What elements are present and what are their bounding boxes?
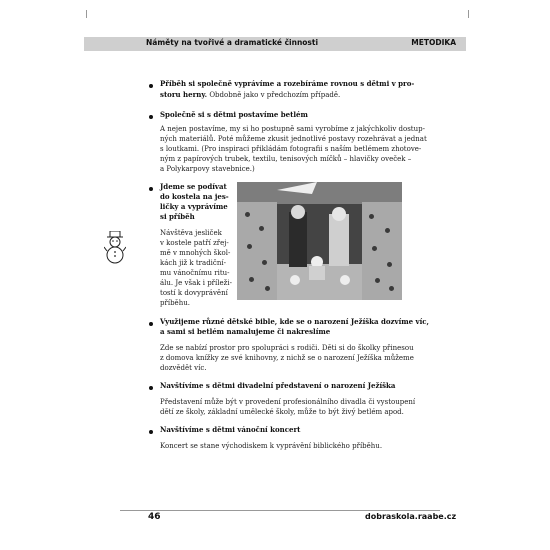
item3-body-line: tostí k dovyprávění: [160, 289, 228, 297]
bullet: [149, 430, 153, 434]
item5-body-line: dětí ze školy, základní umělecké školy, může to být živý betlém apod.: [160, 408, 404, 416]
item3-body-line: v kostele patří zřej-: [160, 239, 229, 247]
bullet: [149, 386, 153, 390]
footer-website-link[interactable]: dobraskola.raabe.cz: [365, 512, 457, 521]
item3-heading-line: si příběh: [160, 212, 195, 221]
item4-body-line: dozvědět víc.: [160, 364, 207, 372]
item3-body-line: Návštěva jesliček: [160, 229, 222, 237]
item3-body-line: álu. Je však i příleži-: [160, 279, 232, 287]
item2-body-line: a Polykarpovy stavebnice.): [160, 165, 255, 173]
item1-heading-line1: Příběh si společně vyprávíme a rozebíráme rovnou s dětmi v pro-: [160, 79, 415, 88]
item2-body-line: A nejen postavíme, my si ho postupně sami vyrobíme z jakýchkoliv dostup-: [160, 125, 425, 133]
header-section: METODIKA: [411, 38, 456, 47]
item3-heading-line: Jdeme se podívat: [160, 182, 227, 191]
page-number: 46: [148, 512, 161, 522]
snowman-icon: [104, 231, 126, 265]
item2-heading: Společně si s dětmi postavíme betlém: [160, 110, 308, 119]
item2-body-line: s loutkami. (Pro inspiraci přikládám fotografii s naším betlémem zhotove-: [160, 145, 422, 153]
item2-body-line: ných materiálů. Poté můžeme zkusit jednotlivé postavy rozehrávat a jednat: [160, 135, 427, 143]
footer-rule: [120, 510, 440, 511]
bullet: [149, 115, 153, 119]
item3-body-line: mě v mnohých škol-: [160, 249, 231, 257]
crop-mark-left: [78, 10, 87, 18]
item3-heading-line: do kostela na jes-: [160, 192, 229, 201]
item3-body-line: příběhu.: [160, 299, 190, 307]
nativity-photo: [237, 182, 402, 300]
bullet: [149, 187, 153, 191]
item3-body-line: kách již k tradiční-: [160, 259, 226, 267]
bullet: [149, 322, 153, 326]
item2-body-line: ným z papírových trubek, textilu, tenisových míčků – hlavičky oveček –: [160, 155, 412, 163]
item4-body-line: z domova knížky ze své knihovny, z nichž se o narození Ježíška můžeme: [160, 354, 414, 362]
page-header: [84, 37, 466, 51]
item3-body-line: mu vánočnímu ritu-: [160, 269, 230, 277]
bullet: [149, 84, 153, 88]
crop-mark-right: [468, 10, 477, 18]
item3-heading-line: ličky a vyprávíme: [160, 202, 228, 211]
header-title: Náměty na tvořivé a dramatické činnosti: [146, 38, 319, 47]
item1-heading-end: storu herny.: [160, 90, 208, 99]
item4-heading-line: a sami si betlém namalujeme či nakreslíme: [160, 327, 331, 336]
item1-body: Obdobně jako v předchozím případě.: [207, 91, 341, 99]
item4-body-line: Zde se nabízí prostor pro spolupráci s rodiči. Děti si do školky přinesou: [160, 344, 414, 352]
item4-heading-line: Využijeme různé dětské bible, kde se o narození Ježíška dozvíme víc,: [160, 317, 429, 326]
item5-heading: Navštívíme s dětmi divadelní představení o narození Ježíška: [160, 381, 396, 390]
item6-body-line: Koncert se stane východiskem k vyprávění biblického příběhu.: [160, 442, 383, 450]
item1-heading-line2: [160, 90, 340, 101]
item5-body-line: Představení může být v provedení profesionálního divadla či vystoupení: [160, 398, 416, 406]
item6-heading: Navštívíme s dětmi vánoční koncert: [160, 425, 301, 434]
